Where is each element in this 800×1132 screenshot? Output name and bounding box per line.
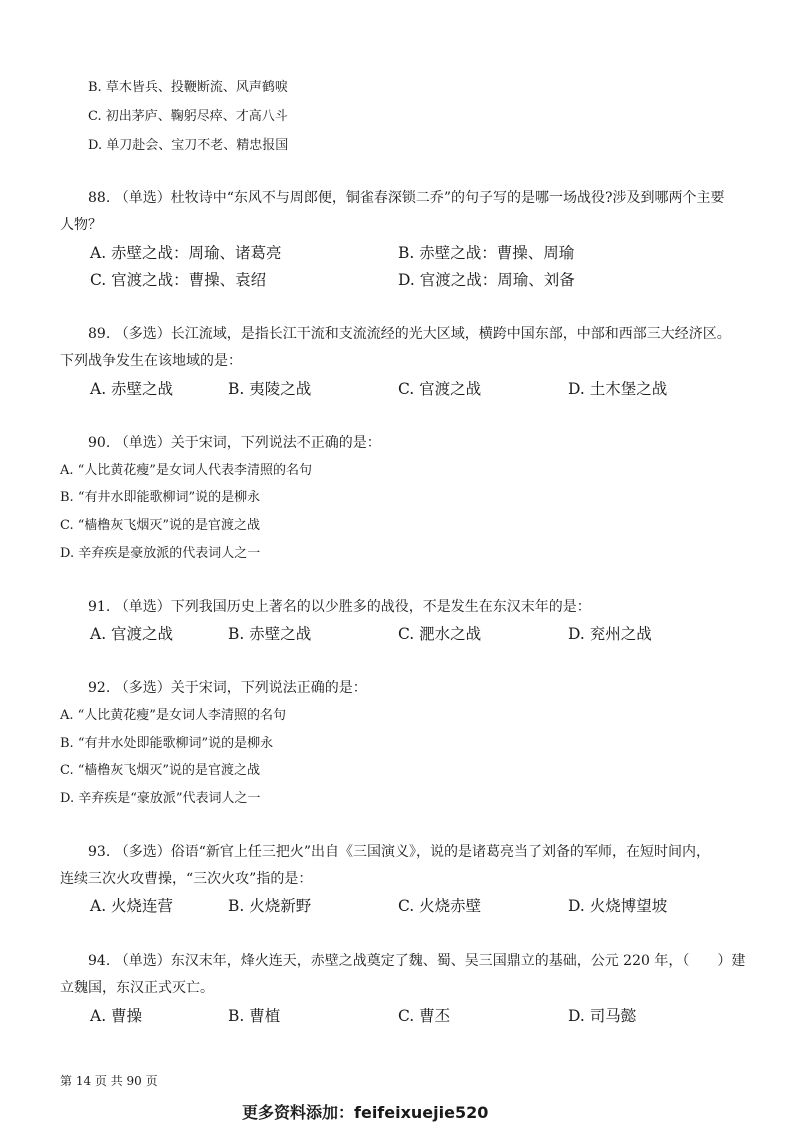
- page-number: 第 14 页 共 90 页: [60, 1074, 158, 1088]
- question-89-option-b: B. 夷陵之战: [228, 380, 312, 398]
- question-94-stem-line1: 94. （单选）东汉末年，烽火连天，赤壁之战奠定了魏、蜀、吴三国鼎立的基础，公元 220 年，（ ）建: [88, 953, 746, 969]
- question-92-stem: 92. （多选）关于宋词，下列说法正确的是：: [88, 680, 367, 696]
- prev-option-b: B. 草木皆兵、投鞭断流、风声鹤唳: [88, 80, 288, 95]
- question-94-option-b: B. 曹植: [228, 1007, 281, 1025]
- question-90-option-d: D. 辛弃疾是豪放派的代表词人之一: [60, 546, 261, 561]
- question-89-stem-line2: 下列战争发生在该地域的是：: [60, 353, 242, 369]
- question-89-option-a: A. 赤壁之战: [90, 380, 174, 398]
- question-94-option-a: A. 曹操: [90, 1007, 143, 1025]
- question-88-option-d: D. 官渡之战：周瑜、刘备: [398, 271, 575, 289]
- question-88-option-c: C. 官渡之战：曹操、袁绍: [90, 271, 267, 289]
- question-93-option-d: D. 火烧博望坡: [568, 897, 668, 915]
- question-89-stem-line1: 89. （多选）长江流域，是指长江干流和支流流经的光大区域，横跨中国东部，中部和西部三大经济区。: [88, 326, 731, 342]
- question-92-option-a: A. “人比黄花瘦”是女词人李清照的名句: [60, 708, 286, 723]
- question-93-stem-line2: 连续三次火攻曹操，“三次火攻”指的是：: [60, 871, 313, 887]
- question-90-option-a: A. “人比黄花瘦”是女词人代表李清照的名句: [60, 463, 312, 478]
- question-93-option-c: C. 火烧赤壁: [398, 897, 482, 915]
- question-90-option-c: C. “樯橹灰飞烟灭”说的是官渡之战: [60, 518, 261, 533]
- question-88-stem-line1: 88. （单选）杜牧诗中“东风不与周郎便，铜雀春深锁二乔”的句子写的是哪一场战役?涉及到哪两个主要: [88, 190, 725, 206]
- question-88-stem-line2: 人物？: [60, 217, 102, 233]
- question-94-stem-line2: 立魏国，东汉正式灭亡。: [60, 980, 214, 996]
- question-92-option-c: C. “樯橹灰飞烟灭”说的是官渡之战: [60, 763, 261, 778]
- question-89-option-c: C. 官渡之战: [398, 380, 482, 398]
- question-91-stem: 91. （单选）下列我国历史上著名的以少胜多的战役，不是发生在东汉末年的是：: [88, 599, 591, 615]
- question-90-option-b: B. “有井水即能歌柳词”说的是柳永: [60, 490, 261, 505]
- question-91-option-a: A. 官渡之战: [90, 625, 174, 643]
- question-93-stem-line1: 93. （多选）俗语“新官上任三把火”出自《三国演义》，说的是诸葛亮当了刘备的军师，在短时间内，: [88, 844, 711, 860]
- question-91-option-c: C. 淝水之战: [398, 625, 482, 643]
- question-92-option-b: B. “有井水处即能歌柳词”说的是柳永: [60, 736, 274, 751]
- question-94-option-c: C. 曹丕: [398, 1007, 451, 1025]
- prev-option-c: C. 初出茅庐、鞠躬尽瘁、才高八斗: [88, 109, 288, 124]
- question-94-option-d: D. 司马懿: [568, 1007, 637, 1025]
- question-91-option-b: B. 赤壁之战: [228, 625, 312, 643]
- question-90-stem: 90. （单选）关于宋词，下列说法不正确的是：: [88, 435, 381, 451]
- question-92-option-d: D. 辛弃疾是“豪放派”代表词人之一: [60, 791, 261, 806]
- question-93-option-a: A. 火烧连营: [90, 897, 174, 915]
- question-88-option-a: A. 赤壁之战：周瑜、诸葛亮: [90, 244, 282, 262]
- prev-option-d: D. 单刀赴会、宝刀不老、精忠报国: [88, 138, 289, 153]
- question-88-option-b: B. 赤壁之战：曹操、周瑜: [398, 244, 575, 262]
- question-89-option-d: D. 土木堡之战: [568, 380, 668, 398]
- watermark-contact-text: 更多资料添加：feifeixuejie520: [242, 1103, 489, 1122]
- question-91-option-d: D. 兖州之战: [568, 625, 652, 643]
- question-93-option-b: B. 火烧新野: [228, 897, 312, 915]
